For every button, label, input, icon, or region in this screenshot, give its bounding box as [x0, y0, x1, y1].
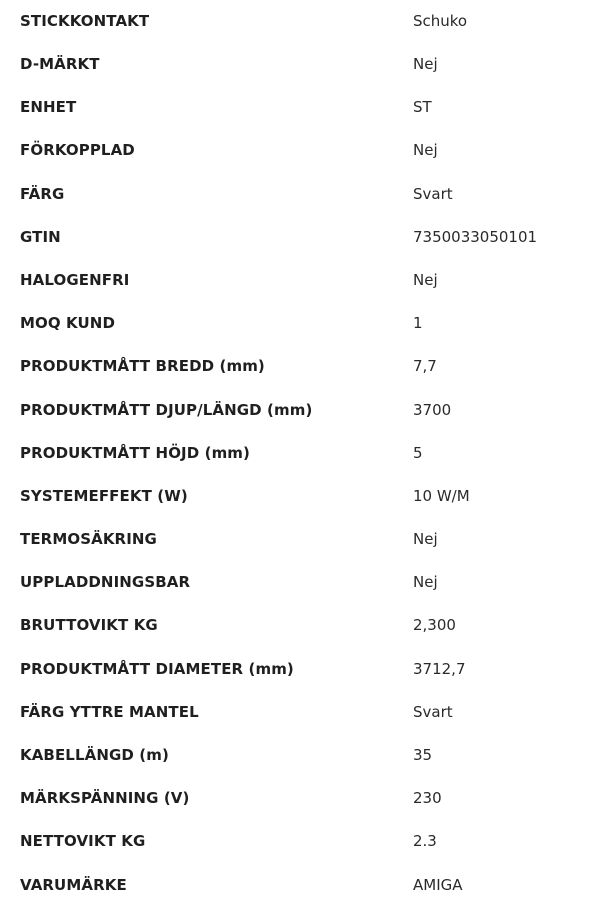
spec-value: 3712,7 [413, 659, 466, 678]
spec-value: 7350033050101 [413, 227, 538, 246]
spec-label: PRODUKTMÅTT DIAMETER (mm) [20, 659, 294, 678]
spec-row-produktmatt-diameter [0, 648, 603, 691]
spec-row-forkopplad [0, 129, 603, 172]
spec-label: BRUTTOVIKT KG [20, 616, 158, 635]
spec-value: Nej [413, 530, 438, 549]
spec-label: ENHET [20, 98, 77, 117]
spec-value: 10 W/M [413, 486, 470, 505]
spec-value: Nej [413, 270, 438, 289]
spec-value: Nej [413, 141, 438, 160]
spec-value: AMIGA [413, 875, 463, 894]
spec-row-produktmatt-hojd [0, 432, 603, 475]
spec-value: 2.3 [413, 832, 437, 851]
spec-value: Svart [413, 702, 453, 721]
spec-label: HALOGENFRI [20, 270, 130, 289]
spec-row-farg-yttre-mantel [0, 691, 603, 734]
spec-row-enhet [0, 86, 603, 129]
spec-row-gtin [0, 216, 603, 259]
spec-value: 5 [413, 443, 423, 462]
spec-label: FÄRG [20, 184, 65, 203]
spec-row-produktmatt-bredd [0, 345, 603, 388]
spec-label: STICKKONTAKT [20, 12, 150, 30]
spec-row-termosakring [0, 518, 603, 561]
spec-label: GTIN [20, 227, 61, 246]
spec-label: PRODUKTMÅTT DJUP/LÄNGD (mm) [20, 400, 313, 419]
spec-label: SYSTEMEFFEKT (W) [20, 486, 188, 505]
spec-value: Nej [413, 55, 438, 73]
spec-row-varumarke [0, 864, 603, 907]
spec-label: NETTOVIKT KG [20, 832, 146, 851]
spec-label: PRODUKTMÅTT BREDD (mm) [20, 357, 265, 376]
spec-row-farg [0, 173, 603, 216]
spec-label: TERMOSÄKRING [20, 530, 157, 549]
spec-value: ST [413, 98, 432, 117]
spec-row-stickkontakt [0, 0, 603, 43]
spec-value: 1 [413, 314, 423, 333]
spec-value: 7,7 [413, 357, 437, 376]
spec-label: PRODUKTMÅTT HÖJD (mm) [20, 443, 250, 462]
spec-value: Schuko [413, 12, 468, 30]
spec-row-produktmatt-djup-langd [0, 389, 603, 432]
spec-row-systemeffekt [0, 475, 603, 518]
spec-label: D-MÄRKT [20, 55, 100, 73]
spec-value: 230 [413, 789, 442, 808]
spec-value: 3700 [413, 400, 452, 419]
spec-label: FÄRG YTTRE MANTEL [20, 702, 199, 721]
spec-row-halogenfri [0, 259, 603, 302]
spec-row-kabellangd [0, 734, 603, 777]
spec-label: KABELLÄNGD (m) [20, 746, 169, 764]
spec-label: UPPLADDNINGSBAR [20, 573, 191, 592]
spec-value: Nej [413, 573, 438, 592]
spec-value: 35 [413, 746, 433, 764]
spec-row-markspanning [0, 777, 603, 820]
spec-value: 2,300 [413, 616, 456, 635]
spec-value: Svart [413, 184, 453, 203]
spec-row-bruttovikt [0, 604, 603, 647]
spec-row-uppladdningsbar [0, 561, 603, 604]
spec-label: FÖRKOPPLAD [20, 141, 135, 160]
spec-label: MOQ KUND [20, 314, 115, 333]
spec-label: VARUMÄRKE [20, 875, 127, 894]
spec-row-nettovikt [0, 820, 603, 863]
spec-label: MÄRKSPÄNNING (V) [20, 789, 190, 808]
spec-row-d-markt [0, 43, 603, 86]
spec-row-moq-kund [0, 302, 603, 345]
